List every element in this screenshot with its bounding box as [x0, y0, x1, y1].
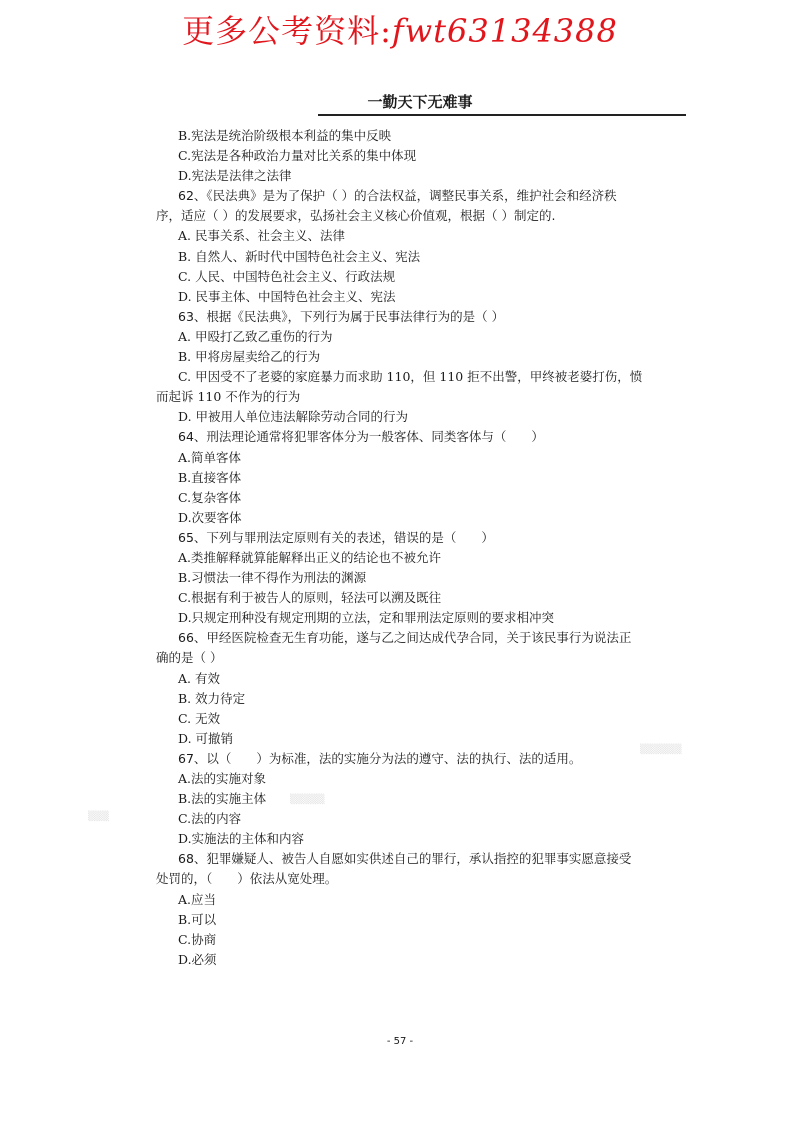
question-65-stem: 65、下列与罪刑法定原则有关的表述，错误的是（ ）	[178, 529, 494, 545]
question-content	[156, 126, 690, 970]
option-line: B. 自然人、新时代中国特色社会主义、宪法	[178, 248, 421, 264]
question-66-stem: 66、甲经医院检查无生育功能，遂与乙之间达成代孕合同，关于该民事行为说法正	[178, 630, 632, 646]
faint-bleed-mark: ▒▒▒▒▒▒	[640, 745, 682, 755]
question-66-stem-cont: 确的是（ ）	[156, 650, 223, 666]
page-header-title: 一勤天下无难事	[367, 93, 473, 111]
option-line: A. 甲殴打乙致乙重伤的行为	[178, 328, 333, 344]
option-line: B.习惯法一律不得作为刑法的渊源	[178, 570, 367, 586]
option-line: B.直接客体	[178, 469, 242, 485]
option-line-cont: 而起诉 110 不作为的行为	[156, 389, 301, 405]
option-line: D. 可撤销	[178, 730, 234, 746]
option-line: C.根据有利于被告人的原则，轻法可以溯及既往	[178, 590, 442, 606]
option-line: D.宪法是法律之法律	[178, 168, 292, 184]
watermark-banner	[0, 6, 800, 52]
option-line: D.必须	[178, 951, 217, 967]
option-line: A.法的实施对象	[178, 771, 267, 786]
header-divider	[318, 114, 686, 116]
option-line: C.宪法是各种政治力量对比关系的集中体现	[178, 148, 417, 164]
banner-contact: fwt63134388	[391, 12, 618, 50]
question-67-stem: 67、以（ ）为标准，法的实施分为法的遵守、法的执行、法的适用。	[178, 750, 582, 766]
option-line: D.次要客体	[178, 509, 242, 525]
question-62-stem-cont: 序，适应（ ）的发展要求，弘扬社会主义核心价值观，根据（ ）制定的.	[156, 208, 556, 224]
option-line: A.应当	[178, 891, 217, 907]
option-line: D. 甲被用人单位违法解除劳动合同的行为	[178, 409, 409, 425]
question-62-stem: 62、《民法典》是为了保护（ ）的合法权益，调整民事关系，维护社会和经济秩	[178, 188, 617, 204]
option-line: D.只规定刑种没有规定刑期的立法，定和罪刑法定原则的要求相冲突	[178, 610, 555, 626]
option-line: C.协商	[178, 931, 217, 947]
option-line: A.类推解释就算能解释出正义的结论也不被允许	[178, 549, 442, 565]
option-line: B.法的实施主体	[178, 791, 267, 807]
question-68-stem: 68、犯罪嫌疑人、被告人自愿如实供述自己的罪行，承认指控的犯罪事实愿意接受	[178, 851, 632, 867]
option-line: C. 甲因受不了老婆的家庭暴力而求助 110，但 110 拒不出警，甲终被老婆打伤，愤	[178, 369, 643, 385]
faint-bleed-mark: ▒▒▒▒▒	[290, 795, 325, 805]
option-line: B. 效力待定	[178, 690, 246, 706]
question-63-stem: 63、根据《民法典》，下列行为属于民事法律行为的是（ ）	[178, 308, 505, 324]
option-line: A. 民事关系、社会主义、法律	[178, 228, 345, 244]
option-line: C. 无效	[178, 710, 221, 726]
option-line: D. 民事主体、中国特色社会主义、宪法	[178, 288, 396, 304]
option-line: A.简单客体	[178, 449, 242, 465]
option-line: C. 人民、中国特色社会主义、行政法规	[178, 268, 396, 284]
option-line: B. 甲将房屋卖给乙的行为	[178, 349, 321, 365]
option-line: C.复杂客体	[178, 489, 242, 505]
question-64-stem: 64、刑法理论通常将犯罪客体分为一般客体、同类客体与（ ）	[178, 429, 544, 445]
option-line: C.法的内容	[178, 811, 242, 827]
question-68-stem-cont: 处罚的，（ ）依法从宽处理。	[156, 871, 338, 887]
option-line: B.宪法是统治阶级根本利益的集中反映	[178, 128, 392, 143]
faint-bleed-mark: ▒▒▒	[88, 812, 109, 822]
option-line: B.可以	[178, 911, 217, 927]
option-line: A. 有效	[178, 670, 220, 686]
page-number: - 57 -	[386, 1036, 414, 1047]
banner-prefix: 更多公考资料:	[182, 12, 392, 50]
option-line: D.实施法的主体和内容	[178, 831, 305, 847]
